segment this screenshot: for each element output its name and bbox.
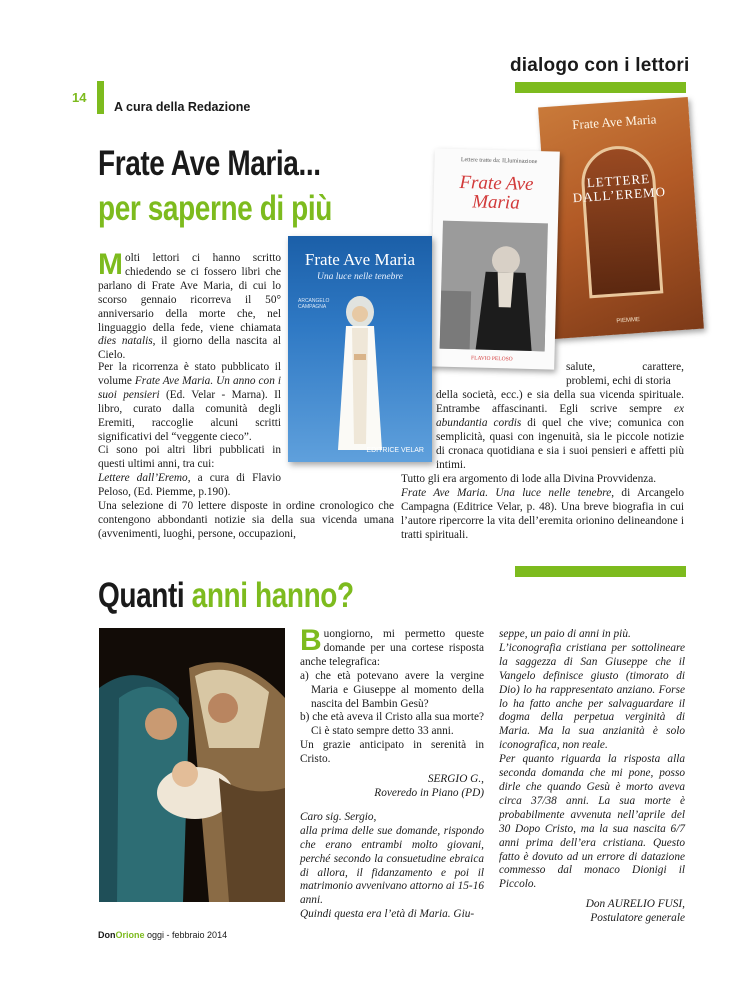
- book1-subtitle: Una luce nelle tenebre: [317, 272, 403, 282]
- footer-don: Don: [98, 930, 116, 940]
- book3-publisher: PIEMME: [616, 316, 641, 325]
- footer-orione: Orione: [115, 930, 145, 940]
- p3: Ci sono poi altri libri pubblicati in questi ultimi anni, tra cui:: [98, 444, 281, 471]
- answer-salutation: Caro sig. Sergio,: [300, 810, 377, 823]
- article2-green-bar: [515, 566, 686, 577]
- section-title: dialogo con i lettori: [510, 55, 690, 76]
- book2-title: Frate Ave Maria: [459, 172, 534, 214]
- article1-title-line1: Frate Ave Maria...: [98, 144, 321, 183]
- article1-col2b: [436, 389, 684, 472]
- p4-post: , a cura di Flavio Peloso, (Ed. Piemme, p.190).: [98, 472, 281, 499]
- answer-col3-2: L’iconografia cristiana per sottolineare la saggezza di San Giuseppe che il Vangelo definisce giusto (timorato di Dio) lo ha rappresentato anziano. Forse lo ha fatto anche per salvaguardare il dogma della perpetua verginità di Maria. Ma la sua anzianità è solo iconografica, non reale.: [499, 641, 685, 752]
- answer-part1: alla prima delle sue domande, rispondo che erano entrambi molto giovani, perché secondo la consuetudine ebraica di allora, il fidanzamento e poi il matrimonio avvenivano attorno ai 15-16 anni.: [300, 824, 484, 907]
- book3-top: Frate Ave Maria: [571, 111, 657, 133]
- article1-col2a: salute, carattere, problemi, echi di storia: [566, 361, 684, 387]
- col2d-book-title: Frate Ave Maria. Una luce nelle tenebre: [401, 486, 612, 499]
- page-number: 14: [72, 90, 87, 105]
- article2-title: [98, 578, 354, 613]
- col2b-latin: ex abundantia cordis: [436, 402, 684, 429]
- answer-column3: [499, 628, 685, 926]
- dropcap-m: M: [98, 248, 123, 281]
- col2c-text: Tutto gli era argomento di lode alla Divina Provvidenza.: [401, 473, 657, 485]
- article1-intro: olti lettori ci hanno scritto chiedendo se ci fossero libri che parlano di Frate Ave Maria, di cui lo scorso gennaio ricorreva il 50° anniversario della morte che, nel linguaggio della fede, viene chiamata: [98, 252, 281, 334]
- editorial-credit: A cura della Redazione: [114, 100, 251, 114]
- col2b-text: della società, ecc.) e sia della sua vicenda spirituale. Entrambe affascinanti. Egli scrive sempre: [436, 389, 684, 415]
- question-thanks: Un grazie anticipato in serenità in Cristo.: [300, 739, 484, 766]
- book2-photo: [440, 221, 548, 352]
- book1-publisher: EDITRICE VELAR: [366, 447, 424, 454]
- col2b-text2: di quel che vive; comunica con semplicità, quasi con ingenuità, sia le piccole notizie di cronaca quotidiana e sia i suoi pensieri e affetti più intimi.: [436, 416, 684, 471]
- p2-pre: Per la ricorrenza è stato pubblicato il volume: [98, 361, 281, 387]
- header-green-bar: [515, 82, 686, 93]
- book2-author: FLAVIO PELOSO: [470, 355, 513, 363]
- footer-date: oggi - febbraio 2014: [144, 930, 228, 940]
- book2-super: Lettere tratte da: ILluminazione: [460, 157, 538, 166]
- dropcap-b: B: [300, 624, 322, 657]
- answer-signature-name: Don AURELIO FUSI,: [585, 898, 685, 911]
- question-b: b) che età aveva il Cristo alla sua morte? Ci è stato sempre detto 33 anni.: [300, 711, 484, 738]
- p4-book-title: Lettere dall’Eremo: [98, 472, 188, 485]
- signature-name: SERGIO G.,: [427, 773, 484, 786]
- book3-title: LETTERE DALL’EREMO: [572, 170, 667, 206]
- book-frate-ave-maria-anno: [429, 148, 560, 369]
- signature-place: Roveredo in Piano (PD): [374, 786, 484, 799]
- answer-col3-3: Per quanto riguarda la risposta alla seconda domanda che mi pone, posso dirle che quando Gesù è morto aveva circa 37/38 anni. La sua morte è probabilmente avvenuta nell’aprile del 30 Dopo Cristo, ma la sua nascita 6/7 anni prima dell’era cristiana. Questo fatto è dovuto ad un errore di datazione commesso dal monaco Dionigi il Piccolo.: [499, 753, 685, 891]
- col2d-text: , di Arcangelo Campagna (Editrice Velar, p. 48). Una breve biografia in cui l’autore ripercorre la vita dell’eremita orionino delineandone i tratti spirituali.: [401, 486, 685, 541]
- dies-natalis: dies natalis: [98, 335, 153, 348]
- answer-signature-role: Postulatore generale: [590, 912, 685, 925]
- article1-p5: Una selezione di 70 lettere disposte in ordine cronologico che contengono abbondanti notizie sia della sua vicenda umana (avvenimenti, luoghi, persone, occupazioni,: [98, 500, 394, 540]
- book-una-luce-nelle-tenebre: [288, 236, 432, 462]
- answer-col3-1: seppe, un paio di anni in più.: [499, 628, 631, 640]
- p2-post: (Ed. Velar - Marna). Il libro, curato dalla comunità degli Eremiti, raccoglie alcuni scritti significativi del “veggente cieco”.: [98, 388, 281, 443]
- header-accent-bar: [97, 81, 104, 114]
- footer-brand: [98, 930, 227, 940]
- question-a: a) che età potevano avere la vergine Maria e Giuseppe al momento della nascita del Bambin Gesù?: [300, 669, 484, 710]
- article1-intro-end: , il giorno della nascita al Cielo.: [98, 335, 281, 362]
- letter-question: [300, 624, 484, 922]
- book3-arch-image: [579, 144, 663, 299]
- answer-part2: Quindi questa era l’età di Maria. Giu-: [300, 908, 475, 921]
- nativity-image-icon: [99, 628, 285, 902]
- article1-column1: [98, 248, 281, 363]
- monk-photo-icon: [440, 221, 548, 352]
- article1-title-line2: per saperne di più: [98, 189, 332, 228]
- article2-title-a: Quanti: [98, 576, 192, 615]
- nativity-photo: [99, 628, 285, 902]
- article2-title-b: anni hanno?: [191, 576, 354, 615]
- p2-book-title: Frate Ave Maria. Un anno con i suoi pensieri: [98, 374, 281, 401]
- article1-col2c: [401, 473, 684, 543]
- article1-column1b: [98, 361, 281, 500]
- question-intro: uongiorno, mi permetto queste domande per una cortese risposta anche telegrafica:: [300, 628, 484, 668]
- book-lettere-dall-eremo: [538, 97, 704, 339]
- book1-title: Frate Ave Maria: [304, 250, 416, 269]
- book1-author: ARCANGELO CAMPAGNA: [298, 298, 330, 310]
- jesus-figure-icon: [332, 294, 388, 454]
